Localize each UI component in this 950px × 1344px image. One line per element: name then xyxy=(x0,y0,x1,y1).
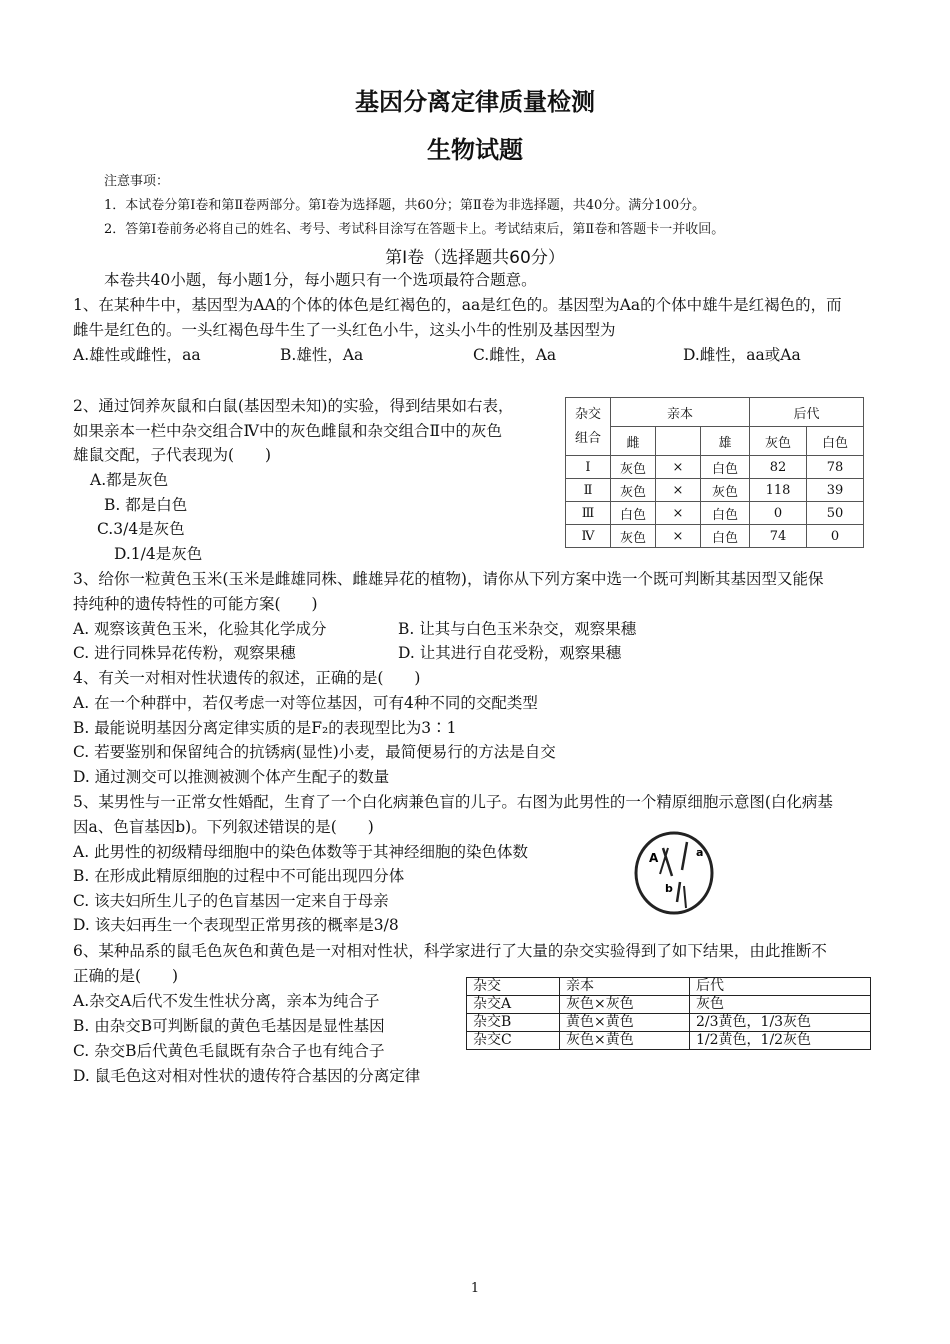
page-title: 基因分离定律质量检测 xyxy=(355,88,595,116)
q2-table-header-parent: 亲本 xyxy=(611,398,750,427)
table-cell: Ⅲ xyxy=(566,502,611,525)
chromosome xyxy=(682,842,687,870)
q2-stem-line: 如果亲本一栏中杂交组合Ⅳ中的灰色雌鼠和杂交组合Ⅱ中的灰色 xyxy=(73,422,503,440)
q1-option-b: B.雄性，Aa xyxy=(280,346,364,364)
q2-table-header-male: 雄 xyxy=(701,427,750,456)
table-cell: × xyxy=(656,502,701,525)
table-cell: 78 xyxy=(807,456,864,479)
section-title: 第Ⅰ卷（选择题共60分） xyxy=(385,248,565,268)
note-item: 1．本试卷分第Ⅰ卷和第Ⅱ卷两部分。第Ⅰ卷为选择题，共60分；第Ⅱ卷为非选择题，共40分。满分100分。 xyxy=(104,198,706,213)
q5-option-a: A. 此男性的初级精母细胞中的染色体数等于其神经细胞的染色体数 xyxy=(73,843,529,861)
note-item: 2．答第Ⅰ卷前务必将自己的姓名、考号、考试科目涂写在答题卡上。考试结束后，第Ⅱ卷和答题卡一并收回。 xyxy=(104,222,725,237)
q6-option-c: C. 杂交B后代黄色毛鼠既有杂合子也有纯合子 xyxy=(73,1042,385,1060)
table-cell: Ⅱ xyxy=(566,479,611,502)
q2-option-c: C.3/4是灰色 xyxy=(97,520,185,538)
table-cell: 74 xyxy=(750,525,807,548)
table-cell: 白色 xyxy=(701,456,750,479)
chromosome xyxy=(677,882,680,902)
table-cell: 白色 xyxy=(701,525,750,548)
q1-stem-line: 1、在某种牛中，基因型为AA的个体的体色是红褐色的，aa是红色的。基因型为Aa的个体中雄牛是红褐色的，而 xyxy=(73,296,842,314)
q4-option-d: D. 通过测交可以推测被测个体产生配子的数量 xyxy=(73,768,390,786)
table-cell: Ⅰ xyxy=(566,456,611,479)
q2-table-header-white: 白色 xyxy=(807,427,864,456)
q3-option-b: B. 让其与白色玉米杂交，观察果穗 xyxy=(398,620,637,638)
table-cell: 灰色×黄色 xyxy=(560,1032,690,1050)
q4-option-a: A. 在一个种群中，若仅考虑一对等位基因，可有4种不同的交配类型 xyxy=(73,694,538,712)
table-cell: 杂交B xyxy=(467,1014,560,1032)
q4-stem-line: 4、有关一对相对性状遗传的叙述，正确的是( ) xyxy=(73,669,421,687)
q5-stem-line: 因a、色盲基因b)。下列叙述错误的是( ) xyxy=(73,818,374,836)
q1-option-a: A.雄性或雌性，aa xyxy=(73,346,201,364)
q2-stem-line: 雄鼠交配，子代表现为( ) xyxy=(73,446,272,464)
table-cell: 灰色 xyxy=(690,996,871,1014)
q6-stem-line: 6、某种品系的鼠毛色灰色和黄色是一对相对性状，科学家进行了大量的杂交实验得到了如下结果，由此推断不 xyxy=(73,942,827,960)
q5-option-d: D. 该夫妇再生一个表现型正常男孩的概率是3/8 xyxy=(73,916,399,934)
table-cell: 杂交A xyxy=(467,996,560,1014)
q1-option-d: D.雌性，aa或Aa xyxy=(683,346,801,364)
page-subtitle: 生物试题 xyxy=(427,136,523,164)
q2-table-header-offspring: 后代 xyxy=(750,398,864,427)
spermatogonium-cell-figure xyxy=(630,830,720,916)
q2-stem-line: 2、通过饲养灰鼠和白鼠(基因型未知)的实验，得到结果如右表， xyxy=(73,397,514,415)
table-cell: × xyxy=(656,525,701,548)
table-cell: 118 xyxy=(750,479,807,502)
q6-option-b: B. 由杂交B可判断鼠的黄色毛基因是显性基因 xyxy=(73,1017,385,1035)
q6-stem-line: 正确的是( ) xyxy=(73,967,179,985)
table-cell: 灰色 xyxy=(611,479,656,502)
table-cell: 0 xyxy=(807,525,864,548)
q2-option-a: A.都是灰色 xyxy=(90,471,169,489)
notes-heading: 注意事项： xyxy=(104,174,170,189)
q5-option-b: B. 在形成此精原细胞的过程中不可能出现四分体 xyxy=(73,867,405,885)
table-cell: 50 xyxy=(807,502,864,525)
table-row xyxy=(566,456,864,479)
table-cell: 82 xyxy=(750,456,807,479)
table-row xyxy=(467,996,871,1014)
table-row xyxy=(467,1014,871,1032)
table-cell: 39 xyxy=(807,479,864,502)
q2-table-header-gray: 灰色 xyxy=(750,427,807,456)
q5-option-c: C. 该夫妇所生儿子的色盲基因一定来自于母亲 xyxy=(73,892,389,910)
table-row xyxy=(467,1032,871,1050)
gene-label-A: A xyxy=(649,851,659,865)
table-cell: 0 xyxy=(750,502,807,525)
q3-stem-line: 3、给你一粒黄色玉米(玉米是雌雄同株、雌雄异花的植物)，请你从下列方案中选一个既可判断其基因型又能保 xyxy=(73,570,824,588)
table-header-row xyxy=(467,978,871,996)
q2-table-header-blank xyxy=(656,427,701,456)
q2-option-d: D.1/4是灰色 xyxy=(114,545,203,563)
table-row xyxy=(566,502,864,525)
q6-table xyxy=(466,977,871,1050)
table-cell: 亲本 xyxy=(560,978,690,996)
gene-label-b: b xyxy=(665,882,673,895)
section-intro: 本卷共40小题，每小题1分，每小题只有一个选项最符合题意。 xyxy=(104,271,537,289)
q3-stem-line: 持纯种的遗传特性的可能方案( ) xyxy=(73,595,318,613)
q2-table-header-cross: 杂交 组合 xyxy=(566,398,611,456)
table-cell: 白色 xyxy=(701,502,750,525)
q5-stem-line: 5、某男性与一正常女性婚配，生育了一个白化病兼色盲的儿子。右图为此男性的一个精原细胞示意图(白化病基 xyxy=(73,793,833,811)
table-cell: 杂交C xyxy=(467,1032,560,1050)
table-cell: 黄色×黄色 xyxy=(560,1014,690,1032)
q3-option-a: A. 观察该黄色玉米，化验其化学成分 xyxy=(73,620,327,638)
q2-option-b: B. 都是白色 xyxy=(104,496,188,514)
table-cell: 白色 xyxy=(611,502,656,525)
table-cell: Ⅳ xyxy=(566,525,611,548)
table-cell: 灰色 xyxy=(611,456,656,479)
table-row xyxy=(566,479,864,502)
q6-option-a: A.杂交A后代不发生性状分离，亲本为纯合子 xyxy=(73,992,380,1010)
table-cell: 后代 xyxy=(690,978,871,996)
cell-membrane xyxy=(636,833,712,913)
page-number: 1 xyxy=(470,1281,480,1296)
q3-option-c: C. 进行同株异花传粉，观察果穗 xyxy=(73,644,296,662)
q1-option-c: C.雌性，Aa xyxy=(473,346,557,364)
q1-stem-line: 雌牛是红色的。一头红褐色母牛生了一头红色小牛，这头小牛的性别及基因型为 xyxy=(73,321,616,339)
table-cell: 灰色 xyxy=(701,479,750,502)
q2-table-header-female: 雌 xyxy=(611,427,656,456)
q6-option-d: D. 鼠毛色这对相对性状的遗传符合基因的分离定律 xyxy=(73,1067,421,1085)
table-cell: × xyxy=(656,456,701,479)
chromosome xyxy=(684,886,686,908)
q2-table xyxy=(565,397,864,548)
table-cell: 2/3黄色，1/3灰色 xyxy=(690,1014,871,1032)
table-cell: 灰色 xyxy=(611,525,656,548)
table-cell: 灰色×灰色 xyxy=(560,996,690,1014)
gene-label-a: a xyxy=(696,846,704,859)
table-cell: 杂交 xyxy=(467,978,560,996)
q3-option-d: D. 让其进行自花受粉，观察果穗 xyxy=(398,644,622,662)
table-cell: 1/2黄色，1/2灰色 xyxy=(690,1032,871,1050)
table-cell: × xyxy=(656,479,701,502)
q4-option-b: B. 最能说明基因分离定律实质的是F₂的表现型比为3∶1 xyxy=(73,719,457,737)
table-row xyxy=(566,525,864,548)
q4-option-c: C. 若要鉴别和保留纯合的抗锈病(显性)小麦，最简便易行的方法是自交 xyxy=(73,743,556,761)
